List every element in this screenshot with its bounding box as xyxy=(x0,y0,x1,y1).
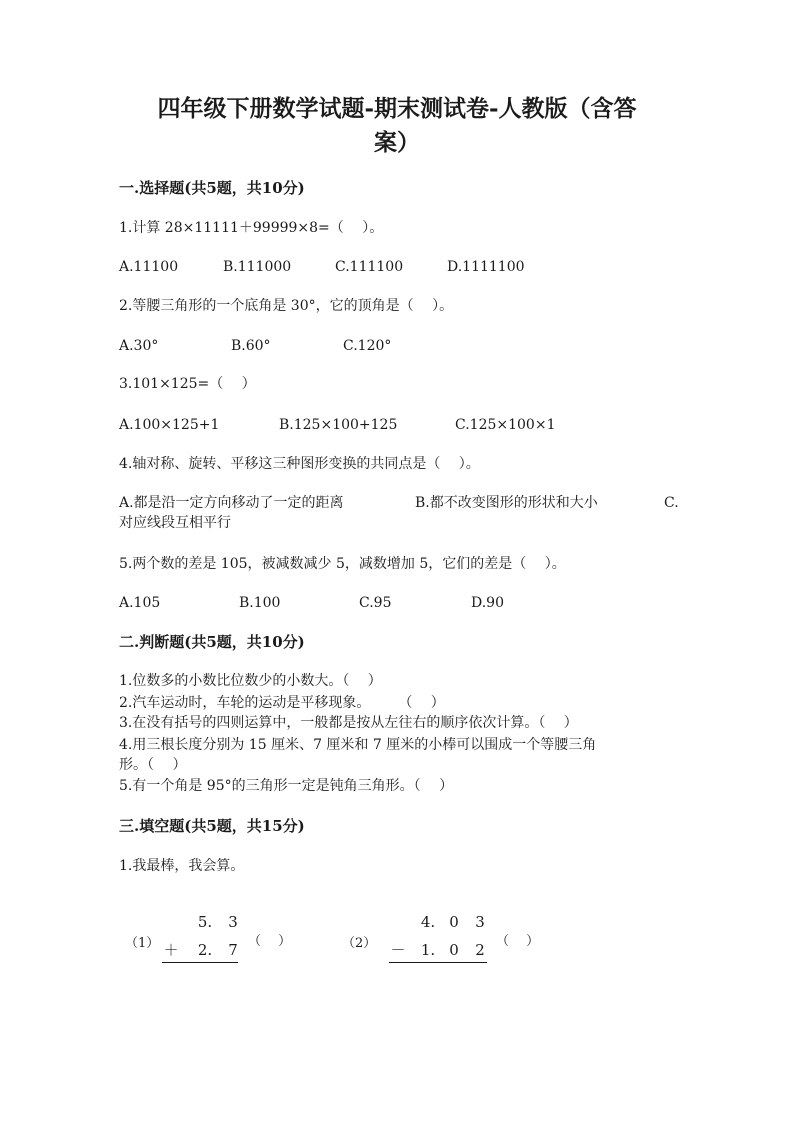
q5-option-c: C.95 xyxy=(359,595,392,611)
q3-option-a: A.100×125+1 xyxy=(119,417,220,433)
calc-2-bottom-digit: 0 xyxy=(449,941,459,959)
q4-option-c: C. xyxy=(664,495,679,511)
calc-1-bottom-digit: 2. xyxy=(197,941,213,959)
section-heading-choice: 一.选择题(共5题，共10分) xyxy=(119,179,305,197)
q2-option-c: C.120° xyxy=(343,338,392,354)
question-2-stem: 2.等腰三角形的一个底角是 30°，它的顶角是（ ）。 xyxy=(119,298,454,314)
title-line-2: 案） xyxy=(374,129,420,156)
page-title xyxy=(130,92,664,160)
calc-2-vertical xyxy=(385,912,490,964)
q1-option-c: C.111100 xyxy=(335,259,404,275)
minus-sign: － xyxy=(390,941,406,959)
judge-item-1: 1.位数多的小数比位数少的小数大。（ ） xyxy=(119,673,382,689)
q2-option-a: A.30° xyxy=(119,338,159,354)
judge-item-5: 5.有一个角是 95°的三角形一定是钝角三角形。（ ） xyxy=(119,778,454,794)
question-1-stem: 1.计算 28×11111＋99999×8=（ ）。 xyxy=(119,220,384,236)
title-line-1: 四年级下册数学试题-期末测试卷-人教版（含答 xyxy=(157,95,637,122)
calc-2-bottom-digit: 1. xyxy=(420,941,436,959)
q2-option-b: B.60° xyxy=(231,338,271,354)
q4-option-b: B.都不改变图形的形状和大小 xyxy=(415,495,598,511)
judge-item-4-cont: 形。（ ） xyxy=(119,757,187,773)
calc-1-bottom-digit: 7 xyxy=(228,941,238,959)
calc-1-top-digit: 3 xyxy=(228,913,238,931)
plus-sign: ＋ xyxy=(163,941,179,959)
q1-option-d: D.1111100 xyxy=(447,259,525,275)
q5-option-a: A.105 xyxy=(119,595,161,611)
q5-option-d: D.90 xyxy=(471,595,504,611)
calc-2-top-digit: 0 xyxy=(449,913,459,931)
question-5-stem: 5.两个数的差是 105，被减数减少 5，减数增加 5，它们的差是（ ）。 xyxy=(119,556,566,572)
calc-2-top-digit: 4. xyxy=(420,913,436,931)
fill-question-1-stem: 1.我最棒，我会算。 xyxy=(119,858,245,874)
calc-2-underline xyxy=(389,962,487,963)
q4-option-a: A.都是沿一定方向移动了一定的距离 xyxy=(119,495,344,511)
judge-item-2: 2.汽车运动时，车轮的运动是平移现象。 （ ） xyxy=(119,695,445,711)
calc-1-underline xyxy=(162,962,238,963)
q3-option-b: B.125×100+125 xyxy=(279,417,398,433)
judge-item-3: 3.在没有括号的四则运算中，一般都是按从左往右的顺序依次计算。（ ） xyxy=(119,715,578,731)
q4-option-c-text: 对应线段互相平行 xyxy=(119,515,231,531)
calc-1-vertical xyxy=(160,912,240,964)
q5-option-b: B.100 xyxy=(239,595,281,611)
calc-2-label: （2） xyxy=(342,936,377,951)
section-heading-judge: 二.判断题(共5题，共10分) xyxy=(119,633,305,651)
calc-2-bottom-digit: 2 xyxy=(475,941,485,959)
calc-1-answer-blank: （ ） xyxy=(248,934,292,949)
calc-2-top-digit: 3 xyxy=(475,913,485,931)
calc-1-top-digit: 5. xyxy=(197,913,213,931)
q1-option-a: A.11100 xyxy=(119,259,179,275)
section-heading-fill: 三.填空题(共5题，共15分) xyxy=(119,817,305,835)
q1-option-b: B.111000 xyxy=(223,259,292,275)
calc-2-answer-blank: （ ） xyxy=(496,934,540,949)
q3-option-c: C.125×100×1 xyxy=(455,417,556,433)
question-4-stem: 4.轴对称、旋转、平移这三种图形变换的共同点是（ ）。 xyxy=(119,456,480,472)
calc-1-label: （1） xyxy=(125,936,160,951)
judge-item-4: 4.用三根长度分别为 15 厘米、7 厘米和 7 厘米的小棒可以围成一个等腰三角 xyxy=(119,737,597,753)
question-3-stem: 3.101×125=（ ） xyxy=(119,376,256,392)
